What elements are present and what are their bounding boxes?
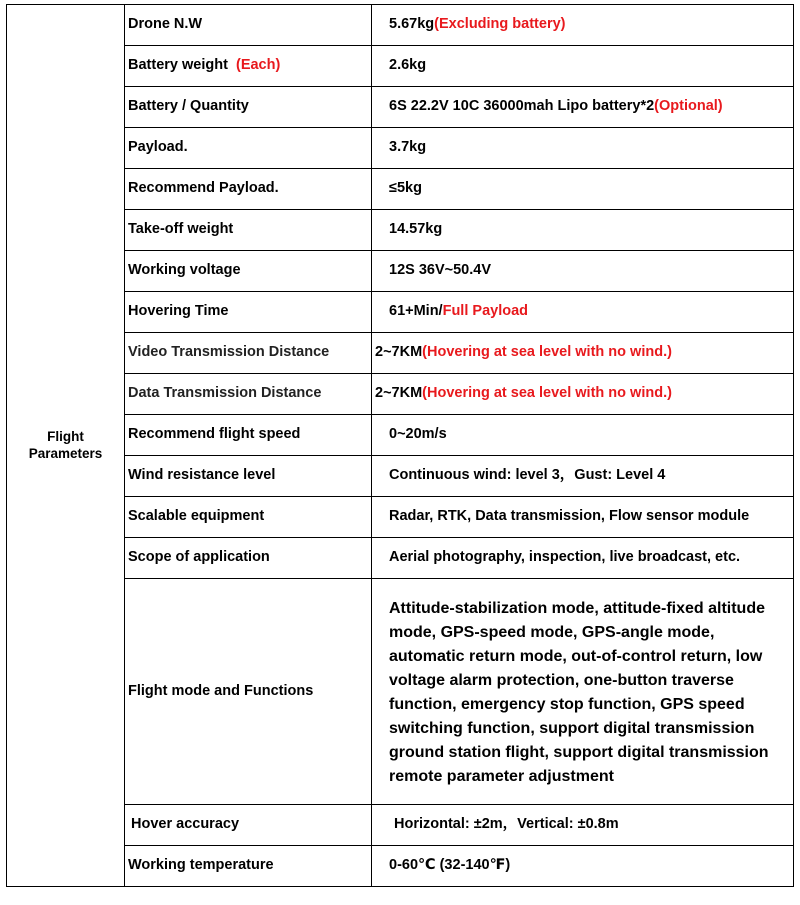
spec-label-text: Hover accuracy [131, 816, 240, 833]
spec-label-text: Take-off weight [128, 221, 234, 238]
table-row [7, 169, 794, 210]
spec-value-text: Horizontal: ±2m，Vertical: ±0.8m [394, 816, 619, 833]
table-row [7, 415, 794, 456]
spec-label [125, 87, 372, 128]
spec-value [372, 415, 794, 456]
table-row [7, 456, 794, 497]
spec-value-text: 6S 22.2V 10C 36000mah Lipo battery*2 [389, 98, 655, 115]
spec-value-text: 0-60℃ (32-140℉) [389, 857, 511, 874]
spec-value-note: (Excluding battery) [434, 16, 566, 33]
spec-value [372, 846, 794, 887]
spec-label-text: Payload. [128, 139, 188, 156]
spec-value [372, 46, 794, 87]
spec-label [125, 415, 372, 456]
spec-label [125, 46, 372, 87]
table-row [7, 846, 794, 887]
spec-label-text: Wind resistance level [128, 467, 276, 484]
spec-value-text: 2.6kg [389, 57, 427, 74]
table-row [7, 538, 794, 579]
spec-value [372, 251, 794, 292]
spec-value-text: 61+Min/ [389, 303, 443, 320]
spec-value [372, 292, 794, 333]
spec-label [125, 292, 372, 333]
spec-value-text: 0~20m/s [389, 426, 447, 443]
spec-label [125, 805, 372, 846]
spec-label [125, 846, 372, 887]
spec-label-text: Hovering Time [128, 303, 229, 320]
spec-label [125, 5, 372, 46]
table-row [7, 579, 794, 805]
spec-value-text: 14.57kg [389, 221, 443, 238]
spec-label-text: Data Transmission Distance [128, 385, 322, 402]
spec-label-text: Flight mode and Functions [128, 682, 314, 699]
table-row [7, 5, 794, 46]
spec-label [125, 497, 372, 538]
spec-value-text: 5.67kg [389, 16, 435, 33]
spec-label-text: Scope of application [128, 549, 270, 566]
spec-table [6, 4, 794, 887]
spec-label-note: (Each) [235, 57, 281, 74]
group-label-cell [7, 5, 125, 887]
spec-value-note: Full Payload [442, 303, 529, 320]
spec-label [125, 374, 372, 415]
table-row [7, 497, 794, 538]
spec-label [125, 210, 372, 251]
spec-label-text: Recommend flight speed [128, 426, 301, 443]
group-label: Flight Parameters [28, 429, 103, 461]
table-row [7, 210, 794, 251]
spec-value [372, 497, 794, 538]
spec-value-note: (Hovering at sea level with no wind.) [422, 344, 672, 361]
spec-value-text: ≤5kg [389, 180, 422, 197]
table-row [7, 46, 794, 87]
spec-label-text: Video Transmission Distance [128, 344, 330, 361]
spec-label [125, 128, 372, 169]
spec-label-text: Battery / Quantity [128, 98, 249, 115]
spec-value-note: (Hovering at sea level with no wind.) [422, 385, 672, 402]
spec-value [372, 333, 794, 374]
spec-value-text: 3.7kg [389, 139, 427, 156]
spec-label [125, 333, 372, 374]
spec-label-text: Working voltage [128, 262, 241, 279]
spec-value [372, 87, 794, 128]
spec-label [125, 538, 372, 579]
spec-value [372, 374, 794, 415]
spec-value-text: Attitude-stabilization mode, attitude-fixed altitude mode, GPS-speed mode, GPS-angle mode, automatic return mode, out-of-control return, low voltage alarm protection, one-button traverse function, emergency stop function, GPS speed switching function, support digital transmission ground station flight, support digital transmission remote parameter adjustment [389, 599, 769, 785]
spec-value-text: Continuous wind: level 3，Gust: Level 4 [389, 467, 666, 484]
spec-value [372, 538, 794, 579]
spec-value [372, 456, 794, 497]
table-row [7, 128, 794, 169]
spec-value [372, 169, 794, 210]
spec-label-text: Battery weight [128, 57, 228, 74]
spec-label-text: Recommend Payload. [128, 180, 279, 197]
table-row [7, 374, 794, 415]
spec-label-text: Working temperature [128, 857, 274, 874]
spec-value-note: (Optional) [654, 98, 723, 115]
spec-value-text: 2~7KM [375, 344, 423, 361]
spec-value-text: Radar, RTK, Data transmission, Flow sensor module [389, 508, 750, 525]
spec-value [372, 805, 794, 846]
spec-label-text: Drone N.W [128, 16, 203, 33]
spec-value-text: 2~7KM [375, 385, 423, 402]
spec-value [372, 210, 794, 251]
spec-value-text: Aerial photography, inspection, live broadcast, etc. [389, 549, 741, 566]
spec-value [372, 5, 794, 46]
table-row [7, 292, 794, 333]
table-row [7, 251, 794, 292]
spec-label [125, 251, 372, 292]
spec-value [372, 128, 794, 169]
spec-value-text: 12S 36V~50.4V [389, 262, 491, 279]
spec-label-text: Scalable equipment [128, 508, 265, 525]
spec-value [372, 579, 794, 805]
table-row [7, 87, 794, 128]
table-row [7, 333, 794, 374]
spec-label [125, 579, 372, 805]
table-row [7, 805, 794, 846]
spec-label [125, 169, 372, 210]
spec-label [125, 456, 372, 497]
